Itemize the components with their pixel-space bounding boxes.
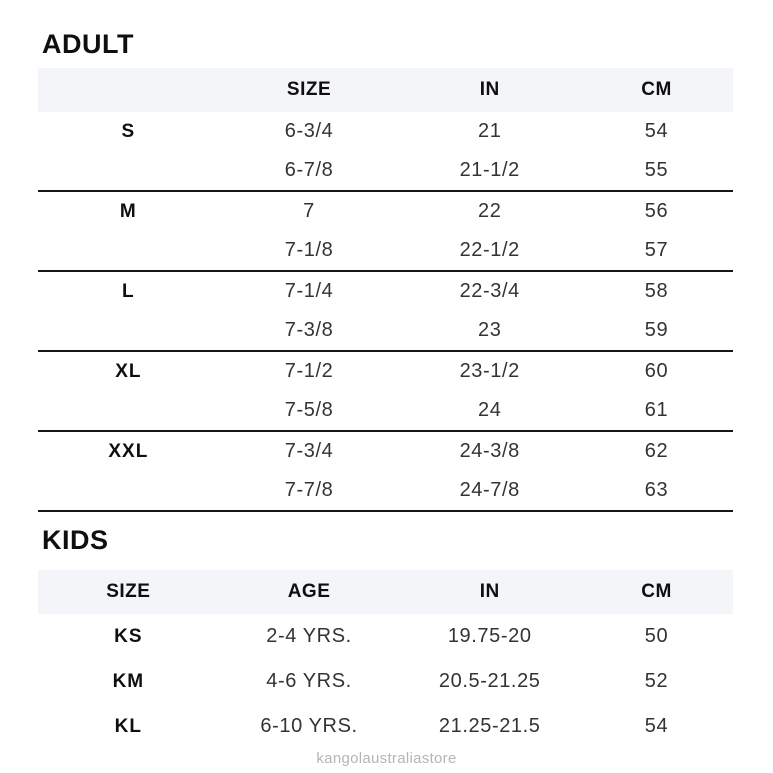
table-row — [38, 391, 733, 430]
cm-cell: 50 — [644, 625, 669, 647]
kids-size-label: KM — [112, 670, 145, 692]
size-cell: 7-3/8 — [284, 319, 334, 341]
table-row — [38, 151, 733, 190]
size-cell: 6-7/8 — [284, 159, 334, 181]
adult-section-title: ADULT — [42, 29, 134, 59]
table-row — [38, 352, 733, 391]
store-watermark: kangolaustraliastore — [316, 750, 457, 767]
size-cell: 7-1/8 — [284, 239, 334, 261]
cm-cell: 56 — [644, 200, 669, 222]
kids-section-title: KIDS — [42, 525, 109, 555]
table-row — [38, 432, 733, 471]
in-cell: 20.5-21.25 — [438, 670, 541, 692]
table-row — [38, 704, 733, 749]
table-row — [38, 659, 733, 704]
size-cell: 7-1/4 — [284, 280, 334, 302]
kids-header-age: AGE — [287, 581, 331, 602]
adult-group-s — [38, 112, 733, 192]
cm-cell: 58 — [644, 280, 669, 302]
table-row — [38, 272, 733, 311]
size-group-label: S — [121, 120, 136, 142]
table-row — [38, 311, 733, 350]
age-cell: 4-6 YRS. — [266, 670, 352, 692]
table-row — [38, 112, 733, 151]
size-cell: 7-1/2 — [284, 360, 334, 382]
cm-cell: 54 — [644, 715, 669, 737]
table-row — [38, 192, 733, 231]
size-cell: 7-3/4 — [284, 440, 334, 462]
cm-cell: 63 — [644, 479, 669, 501]
cm-cell: 61 — [644, 399, 669, 421]
in-cell: 21.25-21.5 — [438, 715, 541, 737]
in-cell: 22 — [477, 200, 502, 222]
size-cell: 7-7/8 — [284, 479, 334, 501]
in-cell: 22-1/2 — [459, 239, 520, 261]
in-cell: 23 — [477, 319, 502, 341]
size-cell: 7 — [303, 200, 315, 222]
adult-group-xxl — [38, 432, 733, 512]
in-cell: 19.75-20 — [447, 625, 532, 647]
size-cell: 7-5/8 — [284, 399, 334, 421]
kids-size-label: KL — [114, 715, 142, 737]
in-cell: 22-3/4 — [459, 280, 520, 302]
table-row — [38, 471, 733, 510]
adult-header-size: SIZE — [286, 79, 332, 100]
in-cell: 23-1/2 — [459, 360, 520, 382]
in-cell: 24-3/8 — [459, 440, 520, 462]
cm-cell: 59 — [644, 319, 669, 341]
size-cell: 6-3/4 — [284, 120, 334, 142]
table-row — [38, 231, 733, 270]
table-row — [38, 614, 733, 659]
in-cell: 21 — [477, 120, 502, 142]
cm-cell: 62 — [644, 440, 669, 462]
in-cell: 24 — [477, 399, 502, 421]
in-cell: 21-1/2 — [459, 159, 520, 181]
kids-table-header — [38, 570, 733, 614]
age-cell: 2-4 YRS. — [266, 625, 352, 647]
cm-cell: 52 — [644, 670, 669, 692]
adult-group-m — [38, 192, 733, 272]
adult-group-l — [38, 272, 733, 352]
adult-table-header — [38, 68, 733, 112]
cm-cell: 55 — [644, 159, 669, 181]
adult-group-xl — [38, 352, 733, 432]
adult-header-cm: CM — [641, 79, 672, 100]
size-group-label: L — [122, 280, 135, 302]
kids-header-cm: CM — [641, 581, 672, 602]
cm-cell: 60 — [644, 360, 669, 382]
size-group-label: XL — [115, 360, 142, 382]
size-group-label: M — [119, 200, 137, 222]
kids-size-label: KS — [114, 625, 143, 647]
adult-header-in: IN — [479, 79, 500, 100]
in-cell: 24-7/8 — [459, 479, 520, 501]
age-cell: 6-10 YRS. — [260, 715, 358, 737]
size-group-label: XXL — [108, 440, 149, 462]
kids-header-size: SIZE — [106, 581, 151, 602]
kids-header-in: IN — [479, 581, 500, 602]
cm-cell: 54 — [644, 120, 669, 142]
cm-cell: 57 — [644, 239, 669, 261]
